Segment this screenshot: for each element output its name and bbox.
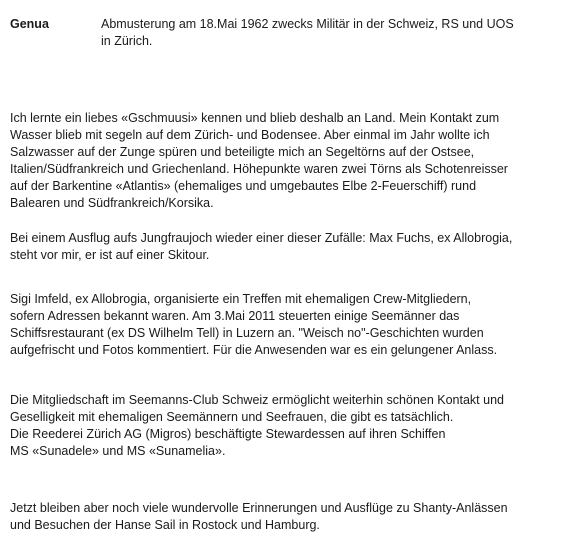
paragraph-crew-meeting: Sigi Imfeld, ex Allobrogia, organisierte ein Treffen mit ehemaligen Crew-Mitgliedern, sofern Adressen bekannt waren. Am 3.Mai 2011 steuerten einige Seemänner das Schiffsrestaurant (ex DS Wilhelm Tell) in Luzern an. "Weisch no"-Geschichten wurden aufgefrischt und Fotos kommentiert. Für die Anwesenden war es ein gelungener Anlass. [10, 292, 498, 357]
paragraph-memories: Jetzt bleiben aber noch viele wundervolle Erinnerungen und Ausflüge zu Shanty-Anlässen und Besuchen der Hanse Sail in Rostock und Hamburg. [10, 501, 508, 532]
heading-text: Abmusterung am 18.Mai 1962 zwecks Militär in der Schweiz, RS und UOS in Zürich. [101, 17, 514, 48]
paragraph-jungfraujoch: Bei einem Ausflug aufs Jungfraujoch wieder einer dieser Zufälle: Max Fuchs, ex Allobrogia, steht vor mir, er ist auf einer Skitour. [10, 231, 513, 262]
paragraph-seemanns-club: Die Mitgliedschaft im Seemanns-Club Schweiz ermöglicht weiterhin schönen Kontakt und Geselligkeit mit ehemaligen Seemännern und Seefrauen, die gibt es tatsächlich. Die Reederei Zürich AG (Migros) beschäftigte Stewardessen auf ihren Schiffen MS «Sunadele» und MS «Sunamelia». [10, 393, 504, 458]
heading-label: Genua [10, 17, 49, 31]
paragraph-gschmuusi: Ich lernte ein liebes «Gschmuusi» kennen und blieb deshalb an Land. Mein Kontakt zum Wasser blieb mit segeln auf dem Zürich- und Bodensee. Aber einmal im Jahr wollte ich Salzwasser auf der Zunge spüren und beteiligte mich an Segeltörns auf der Ostsee, Italien/Südfrankreich und Griechenland. Höhepunkte waren zwei Törns als Schotenreisser auf der Barkentine «Atlantis» (ehemaliges und umgebautes Elbe 2-Feuerschiff) rund Balearen und Südfrankreich/Korsika. [10, 111, 508, 210]
